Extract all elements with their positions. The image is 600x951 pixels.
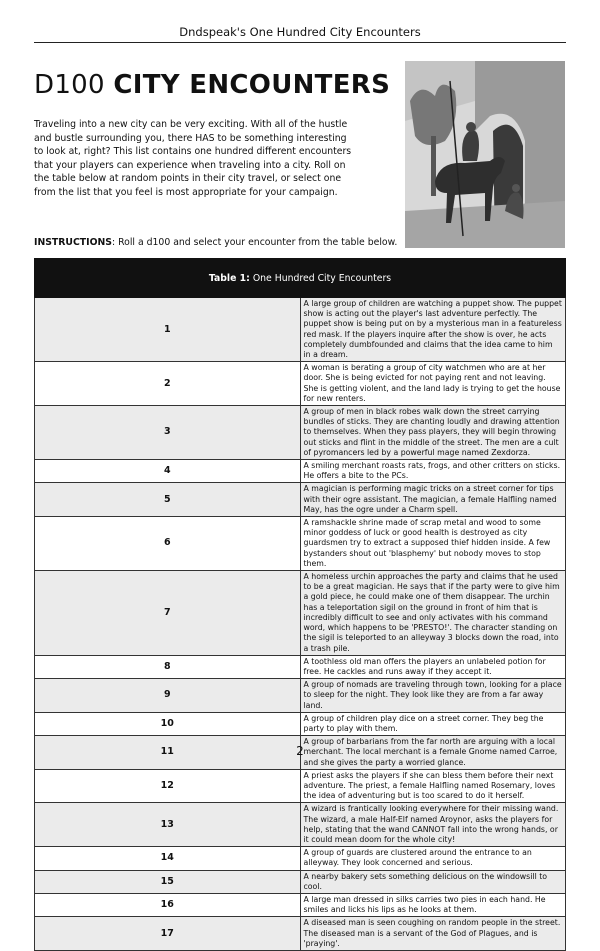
knight-illustration-art — [405, 61, 565, 248]
row-number: 14 — [35, 847, 301, 870]
row-number: 7 — [35, 571, 301, 656]
row-number: 13 — [35, 803, 301, 847]
row-text: A large man dressed in silks carries two pies in each hand. He smiles and licks his lips as he looks at them. — [300, 893, 566, 916]
table-row — [35, 517, 566, 571]
row-text: A priest asks the players if she can bless them before their next adventure. The priest, a female Halfling named Rosemary, loves the idea of adventuring but is too scared to do it herself. — [300, 769, 566, 803]
row-number: 15 — [35, 870, 301, 893]
table-row — [35, 847, 566, 870]
row-text: A toothless old man offers the players an unlabeled potion for free. He cackles and runs away if they accept it. — [300, 655, 566, 678]
page-title — [34, 70, 390, 100]
row-text: A group of men in black robes walk down the street carrying bundles of sticks. They are chanting loudly and drawing attention to themselves. When they pass players, they will begin throwing out sticks and flint in the middle of the street. The men are a cult of pyromancers led by a powerful mage named Zexdorza. — [300, 406, 566, 460]
table-row — [35, 406, 566, 460]
instructions-label: INSTRUCTIONS — [34, 237, 112, 248]
row-number: 11 — [35, 736, 301, 770]
table-row — [35, 917, 566, 951]
table-row — [35, 679, 566, 713]
title-bold: CITY ENCOUNTERS — [113, 70, 391, 100]
row-text: A diseased man is seen coughing on random people in the street. The diseased man is a servant of the God of Plagues, and is 'praying'. — [300, 917, 566, 951]
row-number: 6 — [35, 517, 301, 571]
knight-illustration — [405, 61, 565, 248]
table-row — [35, 571, 566, 656]
table-row — [35, 803, 566, 847]
table-row — [35, 298, 566, 362]
row-text: A large group of children are watching a puppet show. The puppet show is acting out the player's last adventure perfectly. The puppet show is being put on by a mysterious man in a featureless red mask. If the players inquire after the show is over, he acts completely dumbfounded and claims that the idea came to him in a dream. — [300, 298, 566, 362]
table-row — [35, 870, 566, 893]
encounters-table — [34, 258, 566, 951]
row-number: 8 — [35, 655, 301, 678]
row-number: 1 — [35, 298, 301, 362]
row-text: A woman is berating a group of city watchmen who are at her door. She is being evicted for not paying rent and not leaving. She is getting violent, and the land lady is trying to get the house for new renters. — [300, 362, 566, 406]
row-text: A ramshackle shrine made of scrap metal and wood to some minor goddess of luck or good health is destroyed as city guardsmen try to extract a supposed thief hidden inside. A few bystanders shout out 'blasphemy' but nobody moves to stop them. — [300, 517, 566, 571]
table-row — [35, 769, 566, 803]
table-caption-label: Table 1: — [208, 272, 250, 284]
intro-paragraph: Traveling into a new city can be very exciting. With all of the hustle and bustle surrounding you, there HAS to be something interesting to look at, right? This list contains one hundred different encounters that your players can experience when traveling into a city. Roll on the table below at random points in their city travel, or select one from the list that you feel is most appropriate for your campaign. — [34, 119, 352, 198]
row-number: 10 — [35, 712, 301, 735]
row-text: A homeless urchin approaches the party and claims that he used to be a great magician. He says that if the party were to give him a gold piece, he could make one of them disappear. The urchin has a teleportation sigil on the ground in front of him that is incredibly difficult to see and only activates with his command word, which happens to be 'PRESTO!'. The character standing on the sigil is teleported to an alleyway 3 blocks down the road, into a trash pile. — [300, 571, 566, 656]
table-caption-text: One Hundred City Encounters — [249, 272, 392, 284]
row-text: A smiling merchant roasts rats, frogs, and other critters on sticks. He offers a bite to the PCs. — [300, 460, 566, 483]
title-prefix: D100 — [34, 70, 114, 100]
page-number: 2 — [296, 744, 304, 758]
row-number: 12 — [35, 769, 301, 803]
row-number: 16 — [35, 893, 301, 916]
row-number: 3 — [35, 406, 301, 460]
instructions — [34, 237, 398, 248]
row-text: A group of guards are clustered around the entrance to an alleyway. They look concerned and serious. — [300, 847, 566, 870]
row-text: A wizard is frantically looking everywhere for their missing wand. The wizard, a male Half-Elf named Aroynor, asks the players for help, stating that the wand CANNOT fall into the wrong hands, or it could mean doom for the whole city! — [300, 803, 566, 847]
row-number: 5 — [35, 483, 301, 517]
row-text: A group of children play dice on a street corner. They beg the party to play with them. — [300, 712, 566, 735]
instructions-text: : Roll a d100 and select your encounter from the table below. — [112, 237, 398, 248]
row-number: 2 — [35, 362, 301, 406]
table-row — [35, 712, 566, 735]
row-text: A group of nomads are traveling through town, looking for a place to sleep for the night. They look like they are from a far away land. — [300, 679, 566, 713]
row-text: A group of barbarians from the far north are arguing with a local merchant. The local merchant is a female Gnome named Carroe, and she gives the party a worried glance. — [300, 736, 566, 770]
row-text: A magician is performing magic tricks on a street corner for tips with their ogre assistant. The magician, a female Halfling named May, has the ogre under a Charm spell. — [300, 483, 566, 517]
row-number: 4 — [35, 460, 301, 483]
row-number: 17 — [35, 917, 301, 951]
table-row — [35, 893, 566, 916]
table-row — [35, 655, 566, 678]
row-number: 9 — [35, 679, 301, 713]
table-row — [35, 483, 566, 517]
table-row — [35, 362, 566, 406]
table-row — [35, 460, 566, 483]
table-caption — [35, 259, 566, 298]
page-header: Dndspeak's One Hundred City Encounters — [34, 18, 566, 43]
row-text: A nearby bakery sets something delicious on the windowsill to cool. — [300, 870, 566, 893]
